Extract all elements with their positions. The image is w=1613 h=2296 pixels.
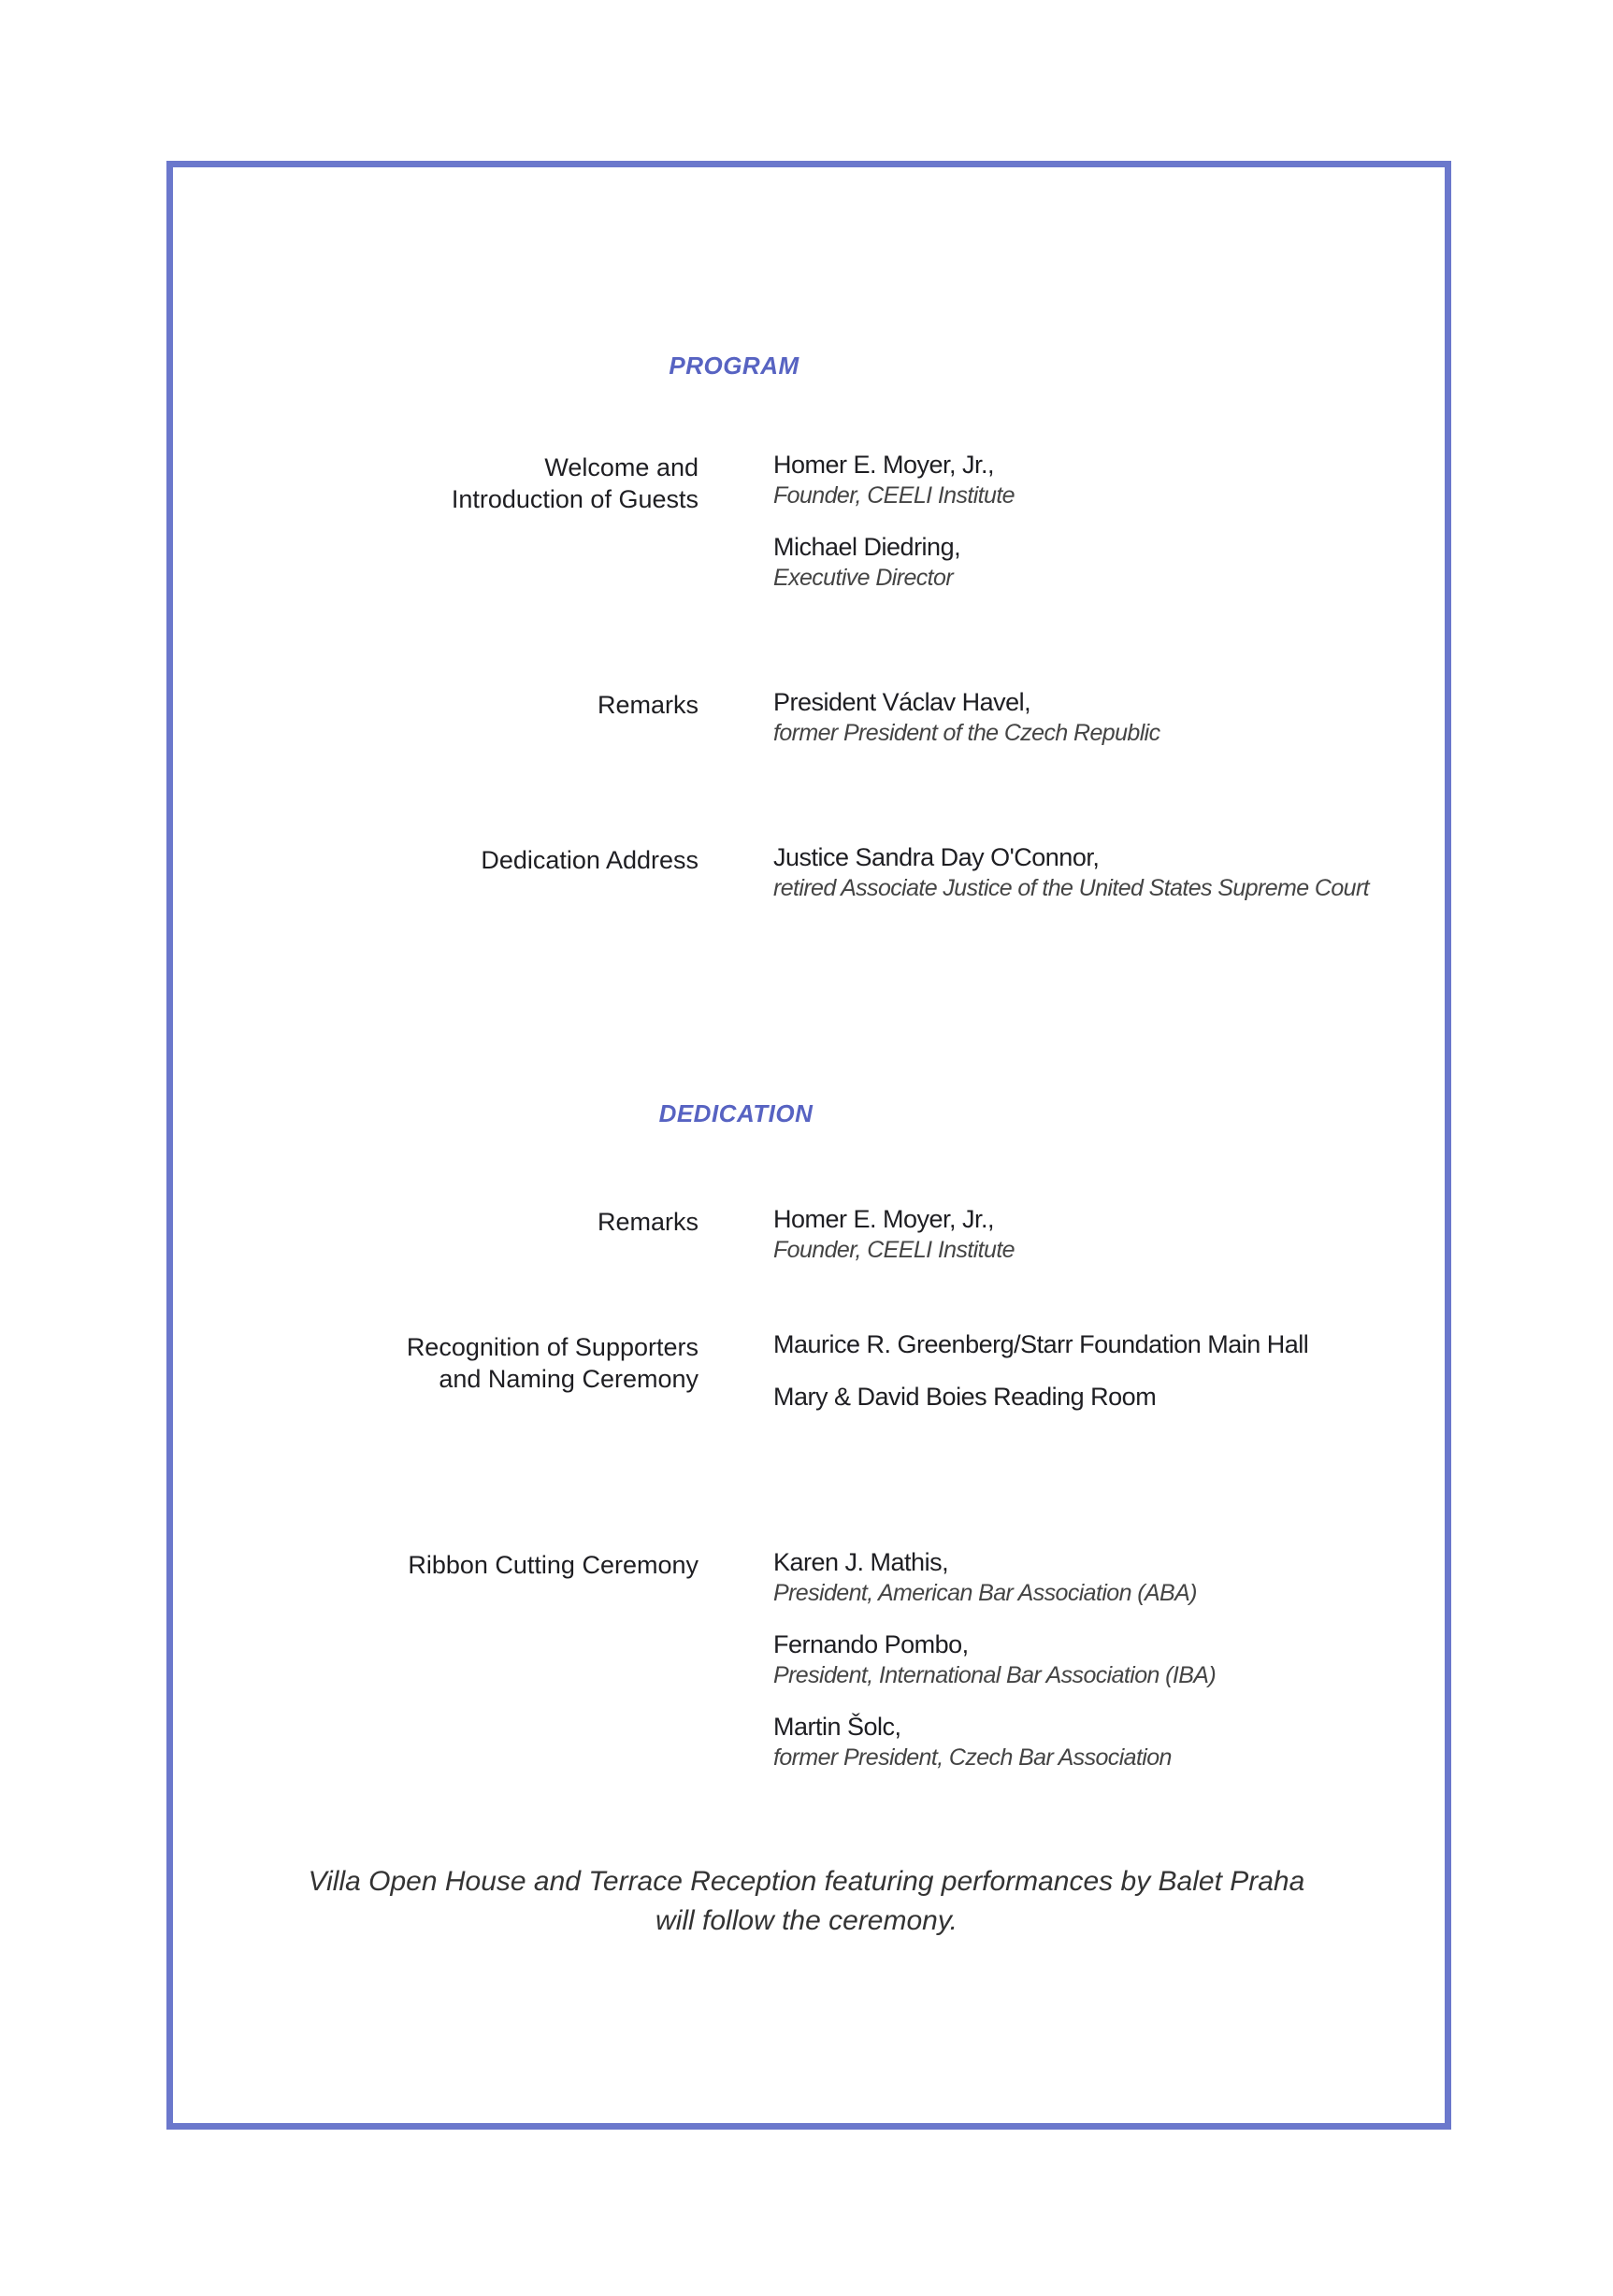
person-role: Founder, CEELI Institute (773, 1237, 1015, 1263)
room-name: Maurice R. Greenberg/Starr Foundation Main Hall (773, 1330, 1309, 1358)
person-role: Executive Director (773, 565, 954, 591)
person-name: Karen J. Mathis, (773, 1548, 949, 1576)
person-role: retired Associate Justice of the United States Supreme Court (773, 875, 1370, 901)
person-role: former President of the Czech Republic (773, 720, 1160, 746)
dedication-heading: DEDICATION (658, 1099, 814, 1127)
person-name: Martin Šolc, (773, 1713, 901, 1741)
program-item-label: Dedication Address (481, 846, 698, 874)
person-name: Homer E. Moyer, Jr., (773, 451, 995, 479)
person-name: Fernando Pombo, (773, 1630, 969, 1658)
person-entry (773, 1629, 1216, 1690)
dedication-item-people (773, 1547, 1216, 1791)
dedication-item-label: Remarks (597, 1208, 698, 1236)
person-name: President Václav Havel, (773, 688, 1031, 716)
person-entry (773, 1204, 1015, 1265)
program-heading: PROGRAM (669, 352, 799, 380)
person-role: President, American Bar Association (ABA) (773, 1580, 1197, 1606)
person-entry (773, 1547, 1216, 1608)
person-name: Homer E. Moyer, Jr., (773, 1205, 995, 1233)
person-name: Michael Diedring, (773, 533, 961, 561)
person-entry (773, 532, 1015, 593)
dedication-item-rooms (773, 1329, 1308, 1434)
closing-note-line: Villa Open House and Terrace Reception featuring performances by Balet Praha (308, 1866, 1305, 1897)
closing-note-line: will follow the ceremony. (655, 1905, 958, 1936)
program-item-people (773, 687, 1160, 767)
dedication-item-people (773, 1204, 1015, 1284)
person-entry (773, 687, 1160, 748)
program-item-people (773, 842, 1369, 922)
person-entry (773, 842, 1369, 903)
closing-note (0, 1862, 1613, 1941)
program-item-label: Welcome and Introduction of Guests (451, 453, 698, 513)
person-role: President, International Bar Association (IBA) (773, 1662, 1217, 1688)
room-name: Mary & David Boies Reading Room (773, 1383, 1157, 1411)
person-role: former President, Czech Bar Association (773, 1744, 1172, 1771)
dedication-item-label: Ribbon Cutting Ceremony (408, 1551, 698, 1579)
dedication-item-label: Recognition of Supporters and Naming Ceremony (406, 1333, 698, 1393)
person-role: Founder, CEELI Institute (773, 482, 1015, 509)
program-item-people (773, 450, 1015, 611)
person-entry (773, 450, 1015, 510)
person-entry (773, 1712, 1216, 1772)
program-item-label: Remarks (597, 691, 698, 719)
person-name: Justice Sandra Day O'Connor, (773, 843, 1100, 871)
